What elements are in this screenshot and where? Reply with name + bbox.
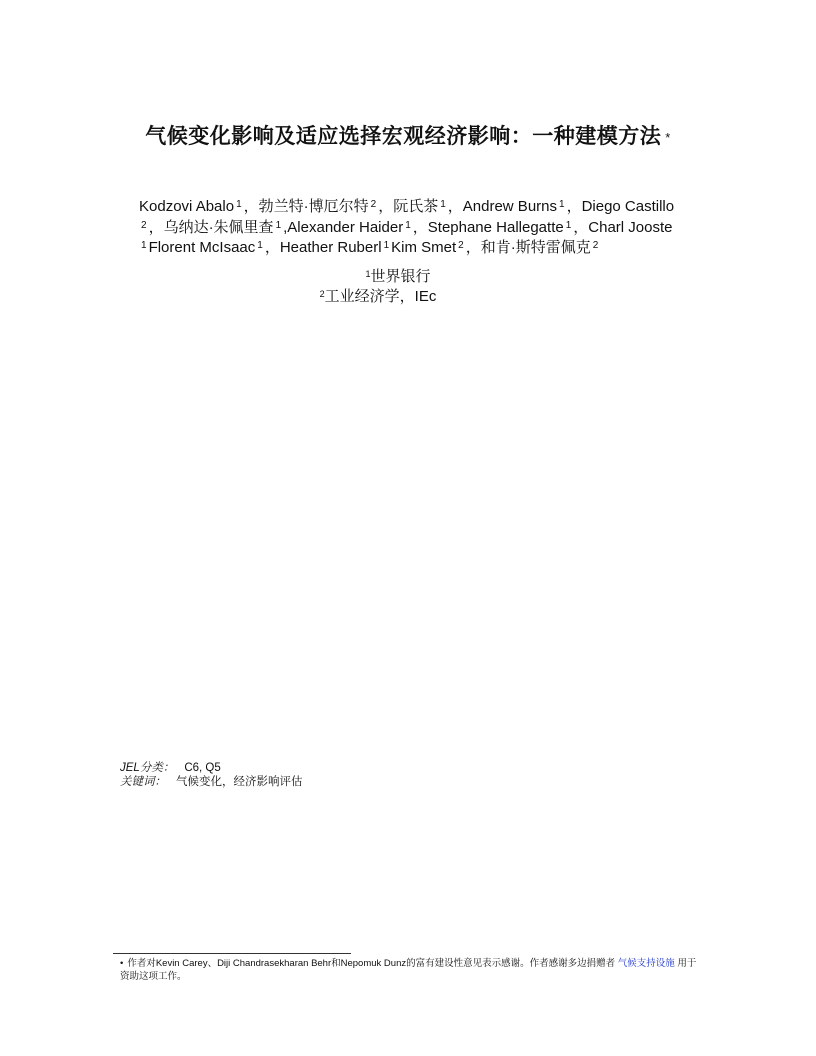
footnote-tail: 用于资助这项工作。 bbox=[120, 958, 697, 982]
author-name: ,Alexander Haider bbox=[283, 218, 404, 236]
author-affiliation-marker: 1 bbox=[559, 199, 565, 210]
author-name: ，Stephane Hallegatte bbox=[412, 218, 564, 236]
author-name: Kodzovi Abalo bbox=[139, 198, 235, 215]
author-name: Kim Smet bbox=[391, 239, 457, 256]
author-name: ，勃兰特·博厄尔特 bbox=[243, 198, 369, 215]
affiliation-2 bbox=[0, 285, 786, 306]
author-affiliation-marker: 2 bbox=[370, 199, 377, 210]
author-affiliation-marker: 2 bbox=[592, 240, 599, 251]
author-affiliation-marker: 1 bbox=[141, 240, 147, 251]
affiliation-marker: 2 bbox=[319, 289, 325, 299]
footnote-divider bbox=[113, 953, 351, 954]
footnote-bullet: • bbox=[120, 958, 124, 969]
author-affiliation-marker: 1 bbox=[383, 240, 390, 251]
keywords bbox=[120, 773, 303, 789]
acknowledgement-footnote bbox=[120, 958, 700, 983]
author-name: ，和肯·斯特雷佩克 bbox=[465, 239, 591, 256]
footnote-text: 作者对Kevin Carey、Diji Chandrasekharan Behr和Nepomuk Dunz的富有建设性意见表示感谢。作者感谢多边捐赠者 bbox=[127, 958, 616, 969]
affiliation-name: 工业经济学，IEc bbox=[324, 288, 437, 305]
author-name: ，Heather Ruberl bbox=[264, 239, 382, 256]
title-text: 气候变化影响及适应选择宏观经济影响：一种建模方法 bbox=[145, 125, 662, 148]
author-affiliation-marker: 1 bbox=[236, 199, 242, 210]
affiliation-1 bbox=[0, 265, 806, 286]
paper-title bbox=[0, 120, 816, 150]
author-affiliation-marker: 1 bbox=[257, 240, 263, 251]
author-affiliation-marker: 1 bbox=[565, 219, 572, 231]
affiliation-name: 世界银行 bbox=[370, 268, 431, 285]
jel-label: JEL分类： bbox=[120, 762, 175, 774]
author-affiliation-marker: 2 bbox=[141, 219, 147, 231]
author-affiliation-marker: 1 bbox=[440, 199, 446, 210]
author-affiliation-marker: 1 bbox=[405, 219, 411, 231]
keywords-value: 气候变化，经济影响评估 bbox=[176, 776, 303, 788]
title-footnote-marker: * bbox=[665, 130, 671, 145]
author-affiliation-marker: 2 bbox=[458, 240, 464, 251]
keywords-label: 关键词： bbox=[120, 776, 166, 788]
author-name: Florent McIsaac bbox=[148, 239, 256, 256]
author-name: ，阮氏茶 bbox=[378, 198, 439, 215]
affiliation-marker: 1 bbox=[365, 269, 371, 279]
author-name: ，乌纳达·朱佩里查 bbox=[148, 218, 274, 236]
author-name: ，Diego Castillo bbox=[566, 198, 675, 215]
climate-support-facility-link[interactable]: 气候支持设施 bbox=[617, 958, 675, 969]
author-name: ，Andrew Burns bbox=[447, 198, 557, 215]
author-affiliation-marker: 1 bbox=[275, 219, 282, 231]
jel-value: C6, Q5 bbox=[184, 762, 221, 774]
author-list bbox=[139, 196, 679, 258]
author-name: ，Charl Jooste bbox=[573, 218, 673, 236]
